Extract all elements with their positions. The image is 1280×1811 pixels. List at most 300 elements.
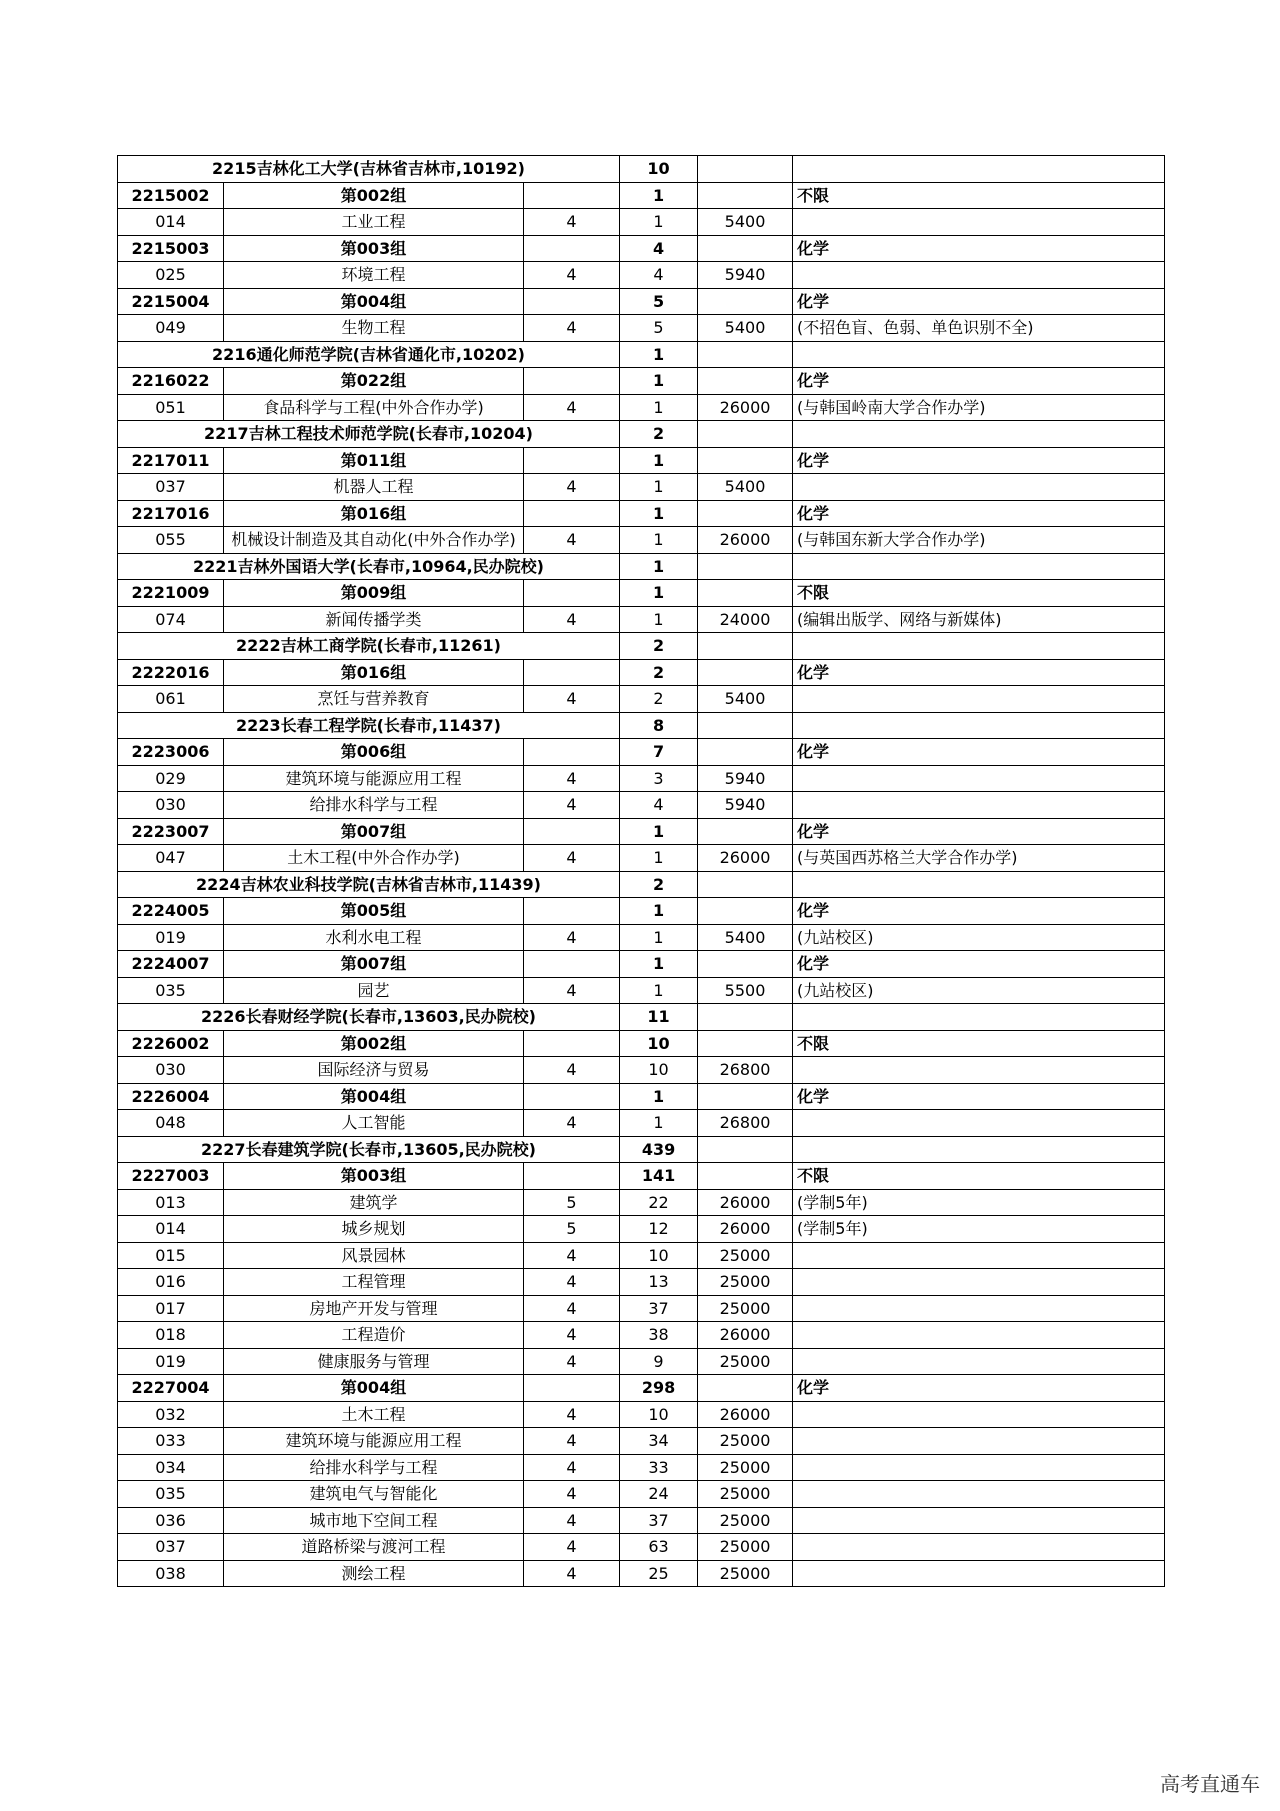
major-code: 019 [118,1348,224,1375]
major-note: (编辑出版学、网络与新媒体) [793,606,1165,633]
group-name: 第016组 [224,659,524,686]
tuition-fee: 5940 [698,262,793,289]
years-cell [524,818,620,845]
group-code: 2223006 [118,739,224,766]
major-note: (与韩国东新大学合作办学) [793,527,1165,554]
fee-cell [698,368,793,395]
years-cell [524,580,620,607]
major-note [793,1534,1165,1561]
plan-count: 4 [620,235,698,262]
major-code: 014 [118,1216,224,1243]
tuition-fee: 25000 [698,1454,793,1481]
fee-cell [698,447,793,474]
major-name: 房地产开发与管理 [224,1295,524,1322]
major-note: (九站校区) [793,977,1165,1004]
major-row [118,474,1165,501]
major-name: 国际经济与贸易 [224,1057,524,1084]
major-note [793,1481,1165,1508]
fee-cell [698,1004,793,1031]
fee-cell [698,288,793,315]
group-name: 第003组 [224,235,524,262]
tuition-fee: 25000 [698,1242,793,1269]
group-name: 第005组 [224,898,524,925]
group-name: 第002组 [224,1030,524,1057]
group-code: 2217011 [118,447,224,474]
group-row [118,1375,1165,1402]
study-years: 4 [524,394,620,421]
fee-cell [698,1030,793,1057]
school-name: 2226长春财经学院(长春市,13603,民办院校) [118,1004,620,1031]
plan-count: 5 [620,315,698,342]
group-name: 第004组 [224,288,524,315]
major-note: (与英国西苏格兰大学合作办学) [793,845,1165,872]
subject-requirement: 不限 [793,182,1165,209]
major-name: 生物工程 [224,315,524,342]
group-name: 第004组 [224,1083,524,1110]
major-code: 035 [118,1481,224,1508]
major-note: (九站校区) [793,924,1165,951]
major-row [118,1348,1165,1375]
subject-requirement: 化学 [793,898,1165,925]
study-years: 4 [524,1295,620,1322]
group-name: 第003组 [224,1163,524,1190]
major-code: 049 [118,315,224,342]
tuition-fee: 5400 [698,924,793,951]
major-name: 健康服务与管理 [224,1348,524,1375]
major-row [118,792,1165,819]
tuition-fee: 25000 [698,1534,793,1561]
major-note [793,1348,1165,1375]
major-row [118,1401,1165,1428]
group-code: 2223007 [118,818,224,845]
group-row [118,898,1165,925]
subject-requirement: 化学 [793,368,1165,395]
group-name: 第007组 [224,951,524,978]
years-cell [524,235,620,262]
major-code: 029 [118,765,224,792]
major-name: 建筑学 [224,1189,524,1216]
plan-count: 38 [620,1322,698,1349]
plan-count: 2 [620,686,698,713]
major-code: 048 [118,1110,224,1137]
group-code: 2224007 [118,951,224,978]
fee-cell [698,1136,793,1163]
major-note [793,262,1165,289]
plan-count: 9 [620,1348,698,1375]
plan-count: 1 [620,951,698,978]
plan-count: 10 [620,1242,698,1269]
major-row [118,977,1165,1004]
plan-count: 1 [620,209,698,236]
plan-count: 1 [620,474,698,501]
major-note: (不招色盲、色弱、单色识别不全) [793,315,1165,342]
group-name: 第022组 [224,368,524,395]
group-code: 2224005 [118,898,224,925]
major-note [793,1269,1165,1296]
group-name: 第009组 [224,580,524,607]
plan-count: 5 [620,288,698,315]
major-name: 土木工程(中外合作办学) [224,845,524,872]
major-code: 019 [118,924,224,951]
school-name: 2227长春建筑学院(长春市,13605,民办院校) [118,1136,620,1163]
major-note [793,1454,1165,1481]
study-years: 4 [524,765,620,792]
tuition-fee: 25000 [698,1481,793,1508]
plan-count: 2 [620,659,698,686]
study-years: 4 [524,1454,620,1481]
major-name: 工程造价 [224,1322,524,1349]
plan-count: 12 [620,1216,698,1243]
group-code: 2227004 [118,1375,224,1402]
major-name: 机械设计制造及其自动化(中外合作办学) [224,527,524,554]
group-row [118,235,1165,262]
study-years: 5 [524,1189,620,1216]
study-years: 4 [524,527,620,554]
study-years: 4 [524,1401,620,1428]
group-code: 2215004 [118,288,224,315]
subject-requirement: 化学 [793,447,1165,474]
school-name: 2217吉林工程技术师范学院(长春市,10204) [118,421,620,448]
fee-cell [698,712,793,739]
major-code: 016 [118,1269,224,1296]
major-row [118,1216,1165,1243]
group-name: 第007组 [224,818,524,845]
subject-requirement: 化学 [793,739,1165,766]
note-cell [793,1136,1165,1163]
major-row [118,315,1165,342]
tuition-fee: 5400 [698,209,793,236]
group-code: 2215002 [118,182,224,209]
major-note [793,792,1165,819]
plan-count: 10 [620,1030,698,1057]
tuition-fee: 26000 [698,1216,793,1243]
tuition-fee: 26800 [698,1110,793,1137]
group-name: 第006组 [224,739,524,766]
major-note [793,686,1165,713]
study-years: 4 [524,262,620,289]
study-years: 4 [524,474,620,501]
major-name: 建筑电气与智能化 [224,1481,524,1508]
major-name: 园艺 [224,977,524,1004]
subject-requirement: 不限 [793,1030,1165,1057]
fee-cell [698,1163,793,1190]
fee-cell [698,951,793,978]
major-row [118,1534,1165,1561]
tuition-fee: 26000 [698,1322,793,1349]
study-years: 4 [524,1269,620,1296]
fee-cell [698,156,793,183]
major-note [793,1560,1165,1587]
major-row [118,1428,1165,1455]
tuition-fee: 25000 [698,1507,793,1534]
fee-cell [698,818,793,845]
plan-count: 10 [620,156,698,183]
study-years: 4 [524,1507,620,1534]
subject-requirement: 化学 [793,951,1165,978]
study-years: 4 [524,792,620,819]
major-name: 城市地下空间工程 [224,1507,524,1534]
major-note [793,209,1165,236]
school-row [118,712,1165,739]
tuition-fee: 5940 [698,792,793,819]
group-code: 2226002 [118,1030,224,1057]
note-cell [793,871,1165,898]
plan-count: 439 [620,1136,698,1163]
group-code: 2222016 [118,659,224,686]
note-cell [793,1004,1165,1031]
plan-count: 1 [620,818,698,845]
fee-cell [698,898,793,925]
plan-count: 1 [620,553,698,580]
major-name: 建筑环境与能源应用工程 [224,765,524,792]
plan-count: 37 [620,1507,698,1534]
plan-count: 10 [620,1057,698,1084]
tuition-fee: 26000 [698,1401,793,1428]
major-code: 013 [118,1189,224,1216]
study-years: 4 [524,315,620,342]
years-cell [524,368,620,395]
tuition-fee: 5400 [698,474,793,501]
subject-requirement: 化学 [793,500,1165,527]
major-code: 055 [118,527,224,554]
plan-count: 22 [620,1189,698,1216]
major-name: 土木工程 [224,1401,524,1428]
study-years: 4 [524,1322,620,1349]
major-note: (学制5年) [793,1216,1165,1243]
years-cell [524,659,620,686]
tuition-fee: 25000 [698,1560,793,1587]
years-cell [524,447,620,474]
subject-requirement: 化学 [793,1375,1165,1402]
school-name: 2221吉林外国语大学(长春市,10964,民办院校) [118,553,620,580]
major-name: 环境工程 [224,262,524,289]
subject-requirement: 化学 [793,659,1165,686]
major-row [118,1057,1165,1084]
major-row [118,845,1165,872]
study-years: 4 [524,1110,620,1137]
fee-cell [698,739,793,766]
group-row [118,951,1165,978]
plan-count: 63 [620,1534,698,1561]
major-name: 给排水科学与工程 [224,792,524,819]
group-code: 2217016 [118,500,224,527]
major-row [118,394,1165,421]
note-cell [793,341,1165,368]
subject-requirement: 不限 [793,1163,1165,1190]
subject-requirement: 化学 [793,1083,1165,1110]
major-code: 047 [118,845,224,872]
study-years: 4 [524,924,620,951]
tuition-fee: 26800 [698,1057,793,1084]
group-row [118,580,1165,607]
group-row [118,1163,1165,1190]
major-name: 城乡规划 [224,1216,524,1243]
major-name: 工程管理 [224,1269,524,1296]
plan-count: 2 [620,871,698,898]
major-note [793,1322,1165,1349]
major-row [118,1560,1165,1587]
major-row [118,527,1165,554]
major-note [793,1428,1165,1455]
major-code: 025 [118,262,224,289]
group-code: 2221009 [118,580,224,607]
plan-count: 1 [620,341,698,368]
fee-cell [698,235,793,262]
plan-count: 4 [620,792,698,819]
years-cell [524,1163,620,1190]
major-note [793,1507,1165,1534]
major-row [118,1454,1165,1481]
note-cell [793,553,1165,580]
school-name: 2215吉林化工大学(吉林省吉林市,10192) [118,156,620,183]
plan-count: 4 [620,262,698,289]
group-row [118,447,1165,474]
major-note [793,1401,1165,1428]
subject-requirement: 化学 [793,288,1165,315]
plan-count: 1 [620,527,698,554]
plan-count: 37 [620,1295,698,1322]
major-code: 018 [118,1322,224,1349]
group-code: 2216022 [118,368,224,395]
major-row [118,765,1165,792]
major-row [118,1110,1165,1137]
school-name: 2216通化师范学院(吉林省通化市,10202) [118,341,620,368]
fee-cell [698,341,793,368]
major-row [118,1507,1165,1534]
plan-count: 1 [620,1110,698,1137]
plan-count: 1 [620,394,698,421]
study-years: 4 [524,209,620,236]
plan-count: 1 [620,447,698,474]
major-note: (学制5年) [793,1189,1165,1216]
major-row [118,686,1165,713]
plan-count: 1 [620,368,698,395]
school-row [118,633,1165,660]
major-code: 034 [118,1454,224,1481]
fee-cell [698,659,793,686]
major-code: 074 [118,606,224,633]
major-name: 工业工程 [224,209,524,236]
school-row [118,421,1165,448]
plan-count: 1 [620,845,698,872]
tuition-fee: 25000 [698,1348,793,1375]
major-row [118,1189,1165,1216]
plan-count: 1 [620,898,698,925]
fee-cell [698,182,793,209]
plan-count: 11 [620,1004,698,1031]
group-name: 第011组 [224,447,524,474]
school-row [118,341,1165,368]
group-code: 2227003 [118,1163,224,1190]
major-code: 035 [118,977,224,1004]
plan-count: 1 [620,580,698,607]
plan-count: 2 [620,421,698,448]
years-cell [524,1375,620,1402]
major-code: 014 [118,209,224,236]
tuition-fee: 5400 [698,315,793,342]
major-name: 水利水电工程 [224,924,524,951]
group-row [118,1083,1165,1110]
years-cell [524,500,620,527]
note-cell [793,712,1165,739]
group-row [118,739,1165,766]
tuition-fee: 26000 [698,1189,793,1216]
years-cell [524,951,620,978]
major-row [118,209,1165,236]
plan-count: 1 [620,500,698,527]
school-row [118,1136,1165,1163]
group-row [118,659,1165,686]
study-years: 4 [524,1560,620,1587]
plan-count: 1 [620,606,698,633]
tuition-fee: 26000 [698,527,793,554]
years-cell [524,1030,620,1057]
fee-cell [698,871,793,898]
plan-count: 1 [620,977,698,1004]
study-years: 4 [524,1348,620,1375]
admission-plan-table [117,155,1165,1587]
plan-count: 24 [620,1481,698,1508]
school-row [118,1004,1165,1031]
school-name: 2223长春工程学院(长春市,11437) [118,712,620,739]
major-code: 030 [118,1057,224,1084]
plan-count: 8 [620,712,698,739]
group-code: 2215003 [118,235,224,262]
major-code: 036 [118,1507,224,1534]
study-years: 5 [524,1216,620,1243]
school-row [118,156,1165,183]
major-note [793,1295,1165,1322]
tuition-fee: 25000 [698,1295,793,1322]
major-code: 033 [118,1428,224,1455]
major-code: 032 [118,1401,224,1428]
fee-cell [698,421,793,448]
group-row [118,182,1165,209]
major-name: 烹饪与营养教育 [224,686,524,713]
subject-requirement: 不限 [793,580,1165,607]
group-row [118,1030,1165,1057]
fee-cell [698,1083,793,1110]
study-years: 4 [524,845,620,872]
plan-count: 298 [620,1375,698,1402]
major-note [793,765,1165,792]
fee-cell [698,1375,793,1402]
major-code: 061 [118,686,224,713]
tuition-fee: 5400 [698,686,793,713]
study-years: 4 [524,977,620,1004]
major-code: 017 [118,1295,224,1322]
major-name: 风景园林 [224,1242,524,1269]
tuition-fee: 26000 [698,394,793,421]
major-code: 037 [118,474,224,501]
major-name: 食品科学与工程(中外合作办学) [224,394,524,421]
major-row [118,1269,1165,1296]
plan-count: 2 [620,633,698,660]
plan-count: 141 [620,1163,698,1190]
school-row [118,553,1165,580]
major-name: 新闻传播学类 [224,606,524,633]
years-cell [524,182,620,209]
major-name: 给排水科学与工程 [224,1454,524,1481]
major-row [118,1322,1165,1349]
major-code: 038 [118,1560,224,1587]
group-row [118,368,1165,395]
major-row [118,1242,1165,1269]
note-cell [793,421,1165,448]
major-row [118,262,1165,289]
study-years: 4 [524,1057,620,1084]
school-name: 2222吉林工商学院(长春市,11261) [118,633,620,660]
